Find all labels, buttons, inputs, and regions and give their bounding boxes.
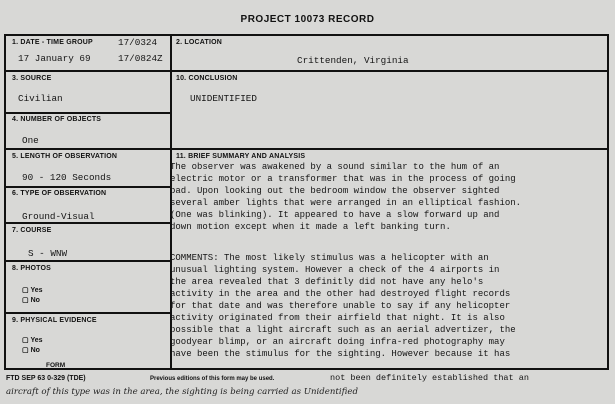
photos-no-label: No: [30, 297, 40, 304]
photos-yes-checkbox: ▢ Yes: [22, 287, 43, 294]
conclusion-value: UNIDENTIFIED: [190, 93, 257, 104]
summary-line: several amber lights that were arranged in an elliptical fashion.: [170, 198, 522, 208]
date-time-label: 1. DATE - TIME GROUP: [12, 39, 93, 46]
row-divider: [6, 112, 170, 114]
conclusion-label: 10. CONCLUSION: [176, 75, 238, 82]
handwritten-note: aircraft of this type was in the area, the sighting is being carried as Unidentified: [6, 387, 358, 397]
row-divider: [6, 70, 607, 72]
evidence-no-checkbox: ▢ No: [22, 347, 40, 354]
length-of-observation-label: 5. LENGTH OF OBSERVATION: [12, 153, 118, 160]
type-of-observation-label: 6. TYPE OF OBSERVATION: [12, 190, 107, 197]
number-of-objects-value: One: [22, 135, 39, 146]
form-id: FTD SEP 63 0-329 (TDE): [6, 375, 86, 382]
summary-line: down motion except when it made a left banking turn.: [170, 222, 451, 232]
summary-line: (One was blinking). It appeared to have a slow forward up and: [170, 210, 500, 220]
evidence-yes-checkbox: ▢ Yes: [22, 337, 43, 344]
location-value: Crittenden, Virginia: [297, 55, 409, 66]
time-group-2: 17/0824Z: [118, 53, 163, 64]
source-label: 3. SOURCE: [12, 75, 52, 82]
page-title: PROJECT 10073 RECORD: [240, 14, 375, 25]
photos-no-checkbox: ▢ No: [22, 297, 40, 304]
summary-label: 11. BRIEF SUMMARY AND ANALYSIS: [176, 153, 306, 160]
summary-line: activity in the area and the other had destroyed flight records: [170, 289, 511, 299]
length-of-observation-value: 90 - 120 Seconds: [22, 172, 112, 183]
row-divider: [170, 148, 607, 150]
summary-line: bad. Upon looking out the bedroom window the observer sighted: [170, 186, 500, 196]
summary-tail-line: not been definitely established that an: [330, 373, 529, 383]
location-label: 2. LOCATION: [176, 39, 223, 46]
summary-line: have been the stimulus for the sighting. However because it has: [170, 349, 511, 359]
evidence-no-label: No: [30, 347, 40, 354]
row-divider: [6, 312, 170, 314]
summary-line: the area revealed that 3 definitly did not have any helo's: [170, 277, 484, 287]
source-value: Civilian: [18, 93, 63, 104]
date-value: 17 January 69: [18, 53, 91, 64]
row-divider: [6, 186, 170, 188]
photos-yes-label: Yes: [30, 287, 43, 294]
summary-line: possible that a light aircraft such as an aerial advertizer, the: [170, 325, 516, 335]
physical-evidence-label: 9. PHYSICAL EVIDENCE: [12, 317, 97, 324]
type-of-observation-value: Ground-Visual: [22, 211, 95, 222]
summary-line: activity originated from their airfield that night. It is also: [170, 313, 505, 323]
summary-line: COMMENTS: The most likely stimulus was a helicopter with an: [170, 253, 489, 263]
row-divider: [6, 148, 170, 150]
previous-editions-note: Previous editions of this form may be used.: [150, 376, 275, 382]
evidence-yes-label: Yes: [30, 337, 43, 344]
form-word: FORM: [46, 362, 66, 369]
number-of-objects-label: 4. NUMBER OF OBJECTS: [12, 116, 102, 123]
summary-line: unusual lighting system. However a check of the 4 airports in: [170, 265, 500, 275]
course-value: S - WNW: [28, 248, 68, 259]
photos-label: 8. PHOTOS: [12, 265, 52, 272]
summary-line: electric motor or a transformer that was in the process of going: [170, 174, 516, 184]
course-label: 7. COURSE: [12, 227, 52, 234]
summary-line: for that date and was therefore unable to say if any helicopter: [170, 301, 511, 311]
row-divider: [6, 260, 170, 262]
row-divider: [6, 222, 170, 224]
summary-line: The observer was awakened by a sound similar to the hum of an: [170, 162, 500, 172]
summary-line: goodyear blimp, or an aircraft doing infra-red photography may: [170, 337, 505, 347]
time-group-1: 17/0324: [118, 37, 158, 48]
